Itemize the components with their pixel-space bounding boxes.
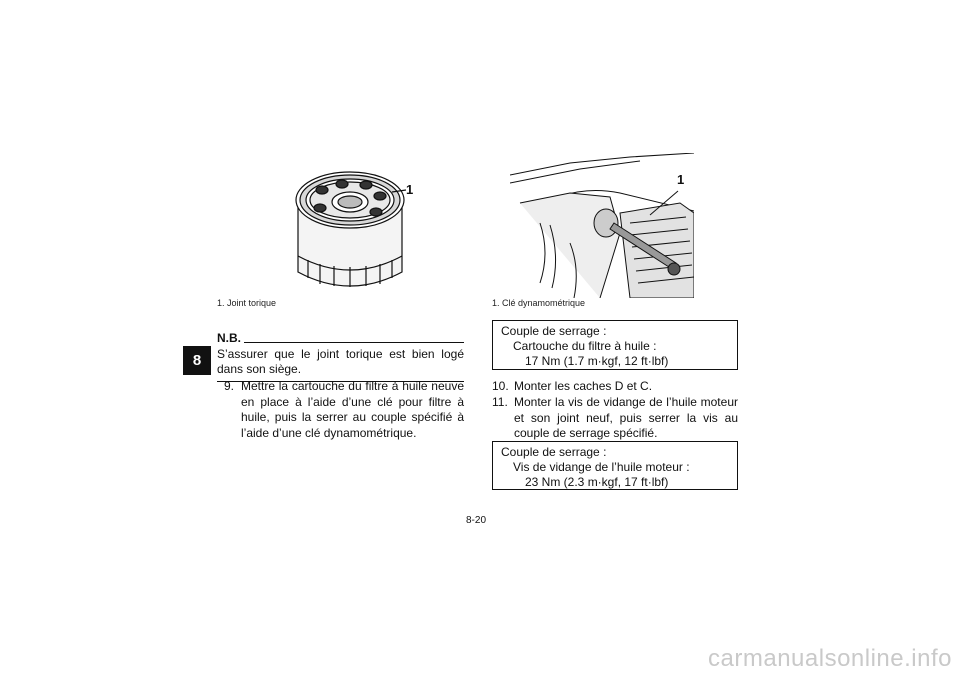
- page-number: 8-20: [466, 515, 487, 526]
- torque-box-1-value: 17 Nm (1.7 m·kgf, 12 ft·lbf): [525, 354, 669, 368]
- step-10-text: Monter les caches D et C.: [514, 379, 653, 393]
- left-figure-caption: 1. Joint torique: [217, 298, 277, 308]
- torque-box-2-value: 23 Nm (2.3 m·kgf, 17 ft·lbf): [525, 475, 669, 489]
- step-11: [492, 395, 738, 443]
- right-figure-callout: 1: [677, 172, 685, 187]
- engine-illustration: [510, 153, 694, 298]
- torque-box-oil-filter: [492, 320, 738, 370]
- note-text: S’assurer que le joint torique est bien logé dans son siège.: [217, 347, 464, 376]
- note-rule: [244, 342, 464, 343]
- step-11-text: Monter la vis de vidange de l’huile moteur et son joint neuf, puis serrer la vis au couple de serrage spécifié.: [514, 395, 738, 440]
- step-9: [224, 379, 464, 443]
- torque-box-1-heading: Couple de serrage :: [501, 324, 607, 338]
- note-title: N.B.: [217, 331, 241, 345]
- note-block: [217, 331, 464, 382]
- section-tab: 8: [183, 346, 211, 375]
- left-figure-callout: 1: [406, 182, 414, 197]
- step-10: [492, 379, 738, 395]
- step-10-number: 10.: [492, 379, 509, 393]
- torque-wrench-figure: [510, 153, 694, 298]
- step-11-number: 11.: [492, 395, 508, 409]
- step-9-number: 9.: [224, 379, 235, 393]
- oil-filter-figure: [280, 160, 420, 292]
- right-figure-caption: 1. Clé dynamométrique: [492, 298, 586, 308]
- step-9-text: Mettre la cartouche du filtre à huile neuve en place à l’aide d’une clé pour filtre à huile, puis la serrer au couple spécifié à l’aide d’une clé dynamométrique.: [241, 379, 464, 440]
- watermark: carmanualsonline.info: [708, 645, 952, 672]
- torque-box-2-item: Vis de vidange de l’huile moteur :: [513, 460, 690, 474]
- torque-box-drain-bolt: [492, 441, 738, 490]
- torque-box-2-heading: Couple de serrage :: [501, 445, 607, 459]
- oil-filter-illustration: [280, 160, 420, 292]
- torque-box-1-item: Cartouche du filtre à huile :: [513, 339, 657, 353]
